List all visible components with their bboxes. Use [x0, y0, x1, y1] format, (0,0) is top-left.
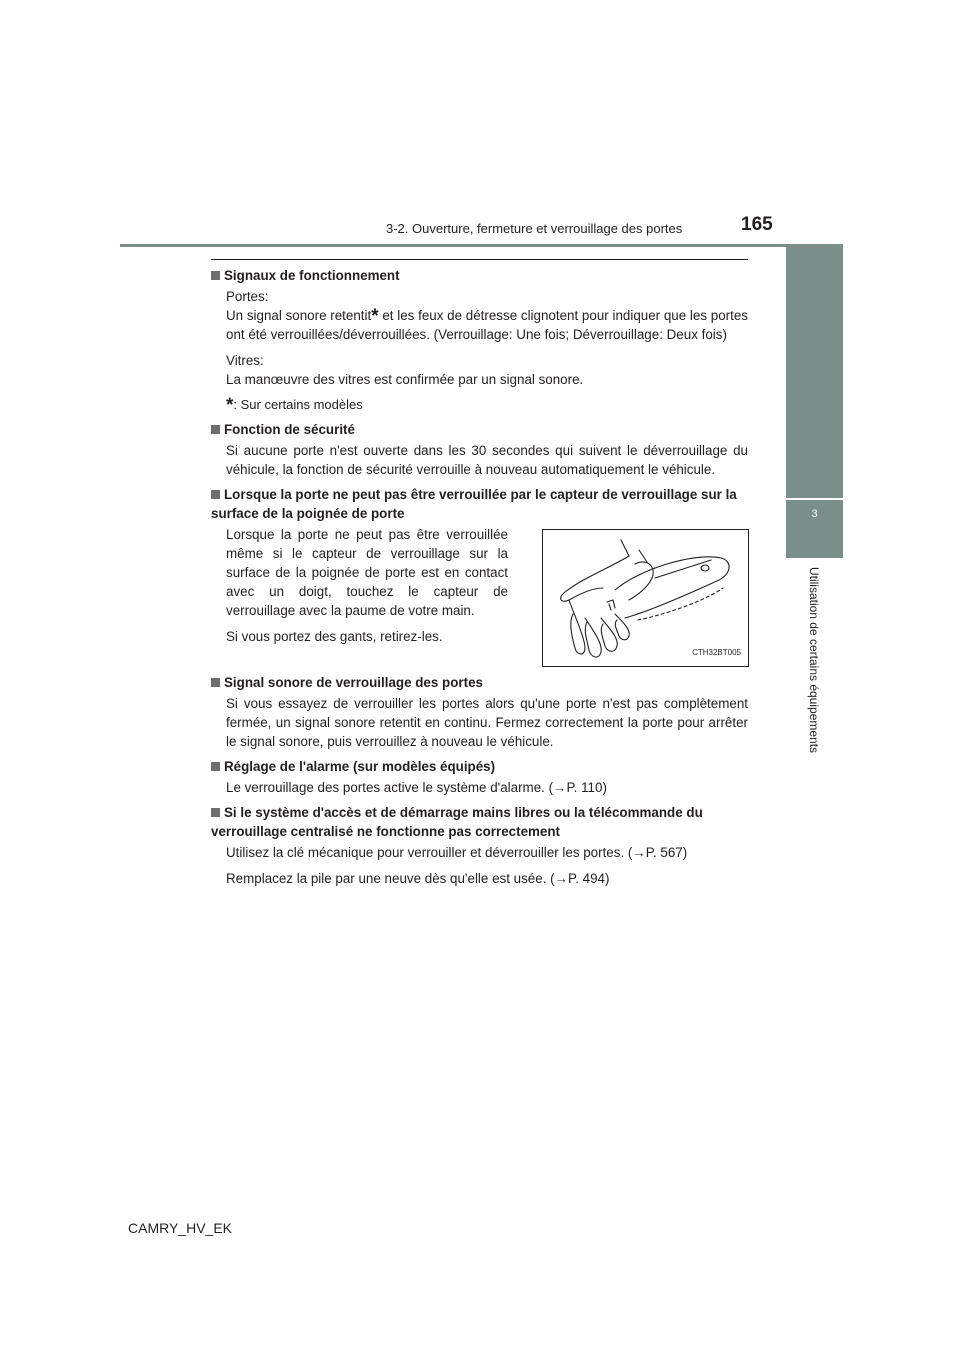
door-handle-illustration [542, 529, 749, 667]
item-body-alarme[interactable]: Le verrouillage des portes active le système d'alarme. (→P. 110) [226, 780, 607, 795]
vitres-text: La manœuvre des vitres est confirmée par un signal sonore. [226, 372, 584, 387]
portes-text: Un signal sonore retentit* et les feux de détresse clignotent pour indiquer que les portes ont été verrouillées/déverrouillées. (Verrouillage: Une fois; Déverrouillage: Deux fois) [226, 306, 748, 342]
square-bullet-icon [211, 425, 220, 434]
item-heading-securite: Fonction de sécurité [211, 420, 748, 439]
capteur-text-1: Lorsque la porte ne peut pas être verrouillée même si le capteur de verrouillage sur la surface de la poignée de porte est en contact avec un doigt, touchez le capteur de verrouillage avec la paume de votre main. [226, 527, 508, 618]
square-bullet-icon [211, 678, 220, 687]
side-tab-bar [786, 244, 843, 498]
item-heading-alarme: Réglage de l'alarme (sur modèles équipés) [211, 757, 748, 776]
square-bullet-icon [211, 490, 220, 499]
side-tab-chapter-number: 3 [811, 508, 818, 520]
item-body-signal-sonore: Si vous essayez de verrouiller les portes alors qu'une porte n'est pas complètement fermée, un signal sonore retentit en continu. Fermez correctement la porte pour arrêter le signal sonore, puis verrouillez à nouveau le véhicule. [226, 696, 748, 749]
header-rule [120, 244, 842, 247]
item-body-securite: Si aucune porte n'est ouverte dans les 30 secondes qui suivent le déverrouillage du véhicule, la fonction de sécurité verrouille à nouveau automatiquement le véhicule. [226, 443, 748, 477]
figure-code: CTH32BT005 [692, 648, 741, 657]
square-bullet-icon [211, 762, 220, 771]
portes-label: Portes: [226, 289, 269, 304]
footnote-asterisk: *: Sur certains modèles [226, 395, 363, 416]
square-bullet-icon [211, 808, 220, 817]
side-tab-chapter[interactable] [786, 500, 843, 558]
page-content [211, 266, 748, 894]
item-body-systeme [226, 843, 748, 888]
systeme-text-2[interactable]: Remplacez la pile par une neuve dès qu'elle est usée. (→P. 494) [226, 871, 610, 886]
item-heading-systeme: Si le système d'accès et de démarrage mains libres ou la télécommande du verrouillage centralisé ne fonctionne pas correctement [211, 805, 703, 839]
page-number: 165 [741, 214, 773, 235]
systeme-text-1[interactable]: Utilisez la clé mécanique pour verrouiller et déverrouiller les portes. (→P. 567) [226, 845, 688, 860]
content-top-rule [211, 259, 748, 260]
item-heading-capteur: Lorsque la porte ne peut pas être verrouillée par le capteur de verrouillage sur la surface de la poignée de porte [211, 487, 737, 521]
capteur-text-column [226, 525, 508, 646]
item-heading-signaux: Signaux de fonctionnement [211, 266, 748, 285]
vitres-label: Vitres: [226, 353, 264, 368]
footer-model-code: CAMRY_HV_EK [128, 1220, 233, 1236]
asterisk-marker: * [371, 306, 379, 327]
item-heading-signal-sonore: Signal sonore de verrouillage des portes [211, 673, 748, 692]
square-bullet-icon [211, 271, 220, 280]
capteur-text-2: Si vous portez des gants, retirez-les. [226, 629, 443, 644]
item-body-capteur [226, 523, 748, 661]
side-tab-label: Utilisation de certains équipements [807, 566, 821, 754]
header-section-title: 3-2. Ouverture, fermeture et verrouillage des portes [386, 221, 683, 236]
item-body-signaux [226, 287, 748, 389]
